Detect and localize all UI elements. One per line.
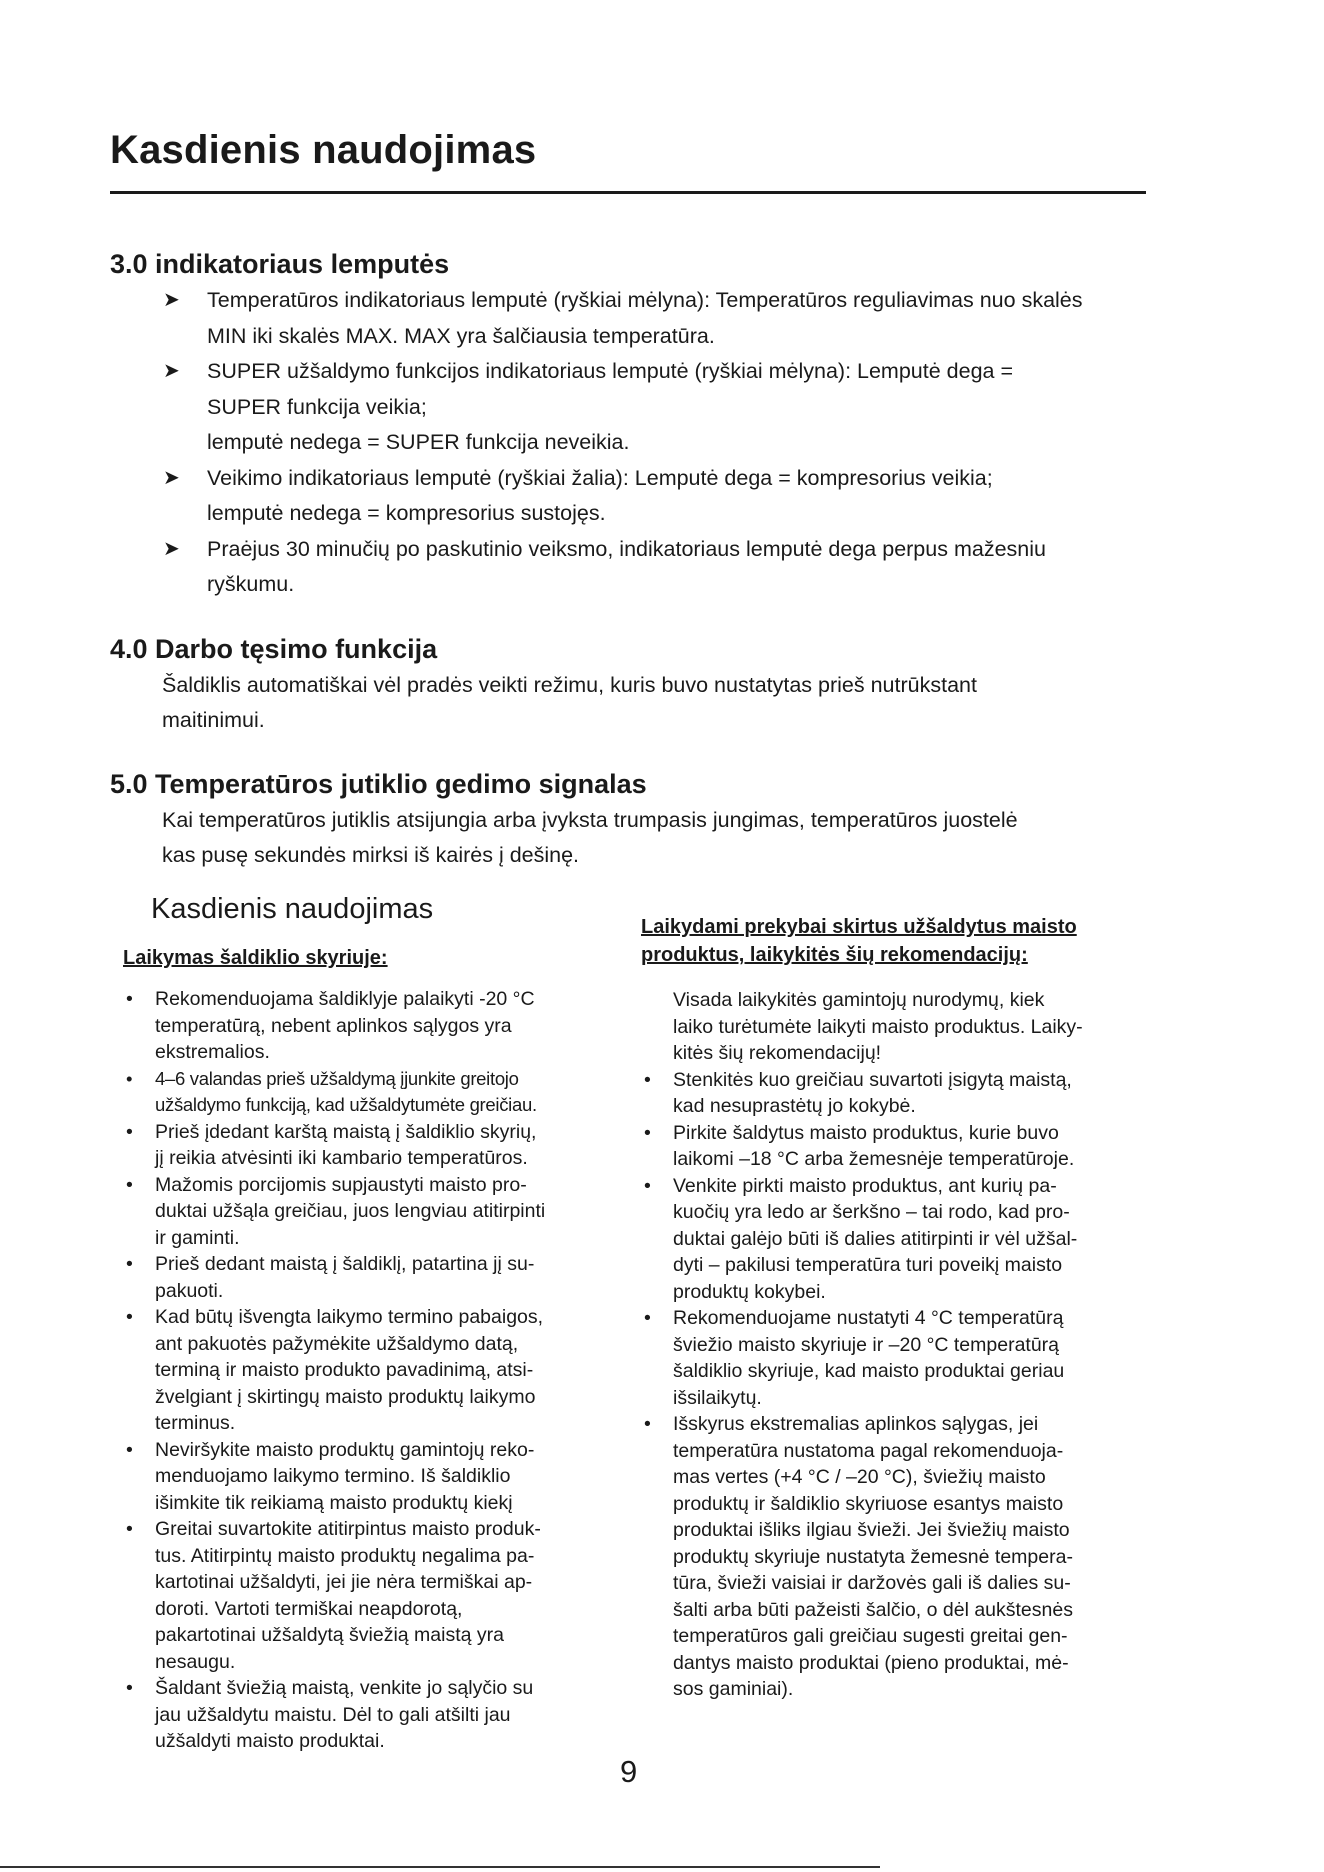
bottom-divider xyxy=(0,1866,880,1868)
item-line: šviežio maisto skyriuje ir –20 °C temperatūrą xyxy=(673,1333,1060,1356)
item-line: MIN iki skalės MAX. MAX yra šalčiausia temperatūra. xyxy=(207,323,715,348)
list-item xyxy=(123,1304,623,1437)
paragraph-line: maitinimui. xyxy=(162,708,265,732)
list-item xyxy=(641,1067,1161,1120)
item-line: laikomi –18 °C arba žemesnėje temperatūroje. xyxy=(673,1148,1075,1170)
item-line: sos gaminiai). xyxy=(673,1678,794,1700)
item-line: Kad būtų išvengta laikymo termino pabaigos, xyxy=(155,1306,544,1328)
dot-bullet-icon: • xyxy=(126,1677,133,1699)
item-line: temperatūros gali greičiau sugesti greitai gen- xyxy=(673,1625,1068,1647)
item-line: produktai išliks ilgiau švieži. Jei šviežių maisto xyxy=(673,1519,1070,1541)
item-line: Temperatūros indikatoriaus lemputė (ryškiai mėlyna): Temperatūros reguliavimas nuo skalės xyxy=(207,288,1083,312)
paragraph-line: Šaldiklis automatiškai vėl pradės veikti režimu, kuris buvo nustatytas prieš nutrūkstant xyxy=(162,673,977,697)
item-line: nesaugu. xyxy=(155,1650,236,1673)
list-item xyxy=(123,1172,623,1252)
list-item xyxy=(641,1120,1161,1173)
item-line: SUPER užšaldymo funkcijos indikatoriaus lemputė (ryškiai mėlyna): Lemputė dega = xyxy=(207,359,1014,383)
item-line: žvelgiant į skirtingų maisto produktų laikymo xyxy=(155,1385,536,1408)
item-line: ir gaminti. xyxy=(155,1226,240,1249)
item-line: produktų kokybei. xyxy=(673,1280,826,1303)
right-column xyxy=(641,913,1161,1703)
dot-bullet-icon: • xyxy=(644,1174,651,1197)
indicator-list xyxy=(110,283,1150,603)
item-line: Rekomenduojame nustatyti 4 °C temperatūrą xyxy=(673,1307,1064,1329)
item-line: doroti. Vartoti termiškai neapdorotą, xyxy=(155,1597,463,1620)
heading-line: Laikydami prekybai skirtus užšaldytus maisto xyxy=(641,916,1077,938)
list-item xyxy=(123,986,623,1066)
item-line: kuočių yra ledo ar šerkšno – tai rodo, kad pro- xyxy=(673,1201,1070,1223)
column-heading xyxy=(641,913,1161,969)
item-line: duktai užšąla greičiau, juos lengviau atitirpinti xyxy=(155,1200,546,1222)
item-line: duktai galėjo būti iš dalies atitirpinti ir vėl užšal- xyxy=(673,1227,1078,1250)
dot-bullet-icon: • xyxy=(126,1173,133,1196)
item-line: ant pakuotės pažymėkite užšaldymo datą, xyxy=(155,1332,519,1355)
list-item xyxy=(163,283,1150,354)
item-line: Mažomis porcijomis supjaustyti maisto pro- xyxy=(155,1173,527,1196)
list-item xyxy=(123,1119,623,1172)
list-item xyxy=(163,354,1150,461)
item-line: kartotinai užšaldyti, jei jie nėra termiškai ap- xyxy=(155,1571,533,1593)
item-line: šalti arba būti pažeisti šalčio, o dėl aukštesnės xyxy=(673,1598,1073,1621)
section-sensor-fault-signal xyxy=(110,767,1150,873)
heading-line: Laikymas šaldiklio skyriuje: xyxy=(123,947,388,969)
item-line: Išskyrus ekstremalias aplinkos sąlygas, jei xyxy=(673,1413,1039,1435)
item-line: užšaldyti maisto produktai. xyxy=(155,1730,385,1752)
item-line: tūra, švieži vaisiai ir daržovės gali iš dalies su- xyxy=(673,1572,1071,1594)
left-column xyxy=(123,944,623,1755)
item-line: menduojamo laikymo termino. Iš šaldiklio xyxy=(155,1465,511,1487)
item-line: laiko turėtumėte laikyti maisto produktus. Laiky- xyxy=(673,1015,1083,1038)
section-heading: 4.0 Darbo tęsimo funkcija xyxy=(110,634,438,664)
item-line: lemputė nedega = SUPER funkcija neveikia. xyxy=(207,430,630,454)
item-line: ekstremalios. xyxy=(155,1041,270,1063)
list-item xyxy=(641,1411,1161,1703)
section-paragraph xyxy=(110,803,1150,873)
list-item xyxy=(123,1675,623,1755)
list-item xyxy=(163,461,1150,532)
item-line: produktų ir šaldiklio skyriuose esantys maisto xyxy=(673,1492,1064,1515)
item-line: ryškumu. xyxy=(207,572,295,596)
item-line: jį reikia atvėsinti iki kambario temperatūros. xyxy=(155,1147,528,1169)
item-line: užšaldymo funkciją, kad užšaldytumėte greičiau. xyxy=(155,1094,537,1115)
item-line: SUPER funkcija veikia; xyxy=(207,394,427,419)
dot-bullet-icon: • xyxy=(644,1413,651,1435)
item-line: šaldiklio skyriuje, kad maisto produktai geriau xyxy=(673,1360,1065,1382)
list-item xyxy=(123,1066,623,1119)
item-line: Neviršykite maisto produktų gamintojų reko- xyxy=(155,1438,535,1461)
item-line: Stenkitės kuo greičiau suvartoti įsigytą maistą, xyxy=(673,1068,1072,1091)
item-line: Rekomenduojama šaldiklyje palaikyti -20 °C xyxy=(155,988,535,1010)
item-line: terminą ir maisto produkto pavadinimą, atsi- xyxy=(155,1359,534,1381)
page-title: Kasdienis naudojimas xyxy=(110,128,537,172)
item-line: pakartotinai užšaldytą šviežią maistą yra xyxy=(155,1624,504,1646)
item-line: produktų skyriuje nustatyta žemesnė tempera- xyxy=(673,1545,1073,1568)
dot-bullet-icon: • xyxy=(126,1067,133,1089)
arrowhead-bullet-icon: ➤ xyxy=(163,466,180,489)
item-line: Praėjus 30 minučių po paskutinio veiksmo, indikatoriaus lemputė dega perpus mažesniu xyxy=(207,536,1046,561)
paragraph-line: Kai temperatūros jutiklis atsijungia arba įvyksta trumpasis jungimas, temperatūros juostelė xyxy=(162,808,1018,832)
item-line: tus. Atitirpintų maisto produktų negalima pa- xyxy=(155,1544,535,1567)
item-line: Prieš įdedant karštą maistą į šaldiklio skyrių, xyxy=(155,1120,537,1143)
dot-bullet-icon: • xyxy=(126,988,133,1010)
item-line: mas vertes (+4 °C / –20 °C), šviežių maisto xyxy=(673,1466,1046,1488)
dot-bullet-icon: • xyxy=(644,1307,651,1329)
intro-paragraph xyxy=(641,987,1161,1067)
list-item xyxy=(123,1251,623,1304)
item-line: Veikimo indikatoriaus lemputė (ryškiai žalia): Lemputė dega = kompresorius veikia; xyxy=(207,465,993,490)
item-line: dantys maisto produktai (pieno produktai, mė- xyxy=(673,1651,1069,1674)
item-line: Prieš dedant maistą į šaldiklį, patartina jį su- xyxy=(155,1253,535,1275)
list-item xyxy=(641,1305,1161,1411)
list-item xyxy=(123,1516,623,1675)
section-heading: 5.0 Temperatūros jutiklio gedimo signalas xyxy=(110,769,647,799)
item-line: Šaldant šviežią maistą, venkite jo sąlyčio su xyxy=(155,1677,534,1699)
section-heading: 3.0 indikatoriaus lemputės xyxy=(110,249,450,279)
item-line: jau užšaldytu maistu. Dėl to gali atšilti jau xyxy=(155,1703,511,1726)
dot-bullet-icon: • xyxy=(644,1121,651,1144)
arrowhead-bullet-icon: ➤ xyxy=(163,537,180,560)
item-line: terminus. xyxy=(155,1412,236,1434)
list-item xyxy=(123,1437,623,1517)
dot-bullet-icon: • xyxy=(644,1068,651,1091)
item-line: išimkite tik reikiamą maisto produktų kiekį xyxy=(155,1491,513,1514)
arrowhead-bullet-icon: ➤ xyxy=(163,360,180,382)
dot-bullet-icon: • xyxy=(126,1438,133,1461)
arrowhead-bullet-icon: ➤ xyxy=(163,289,180,311)
item-line: Visada laikykitės gamintojų nurodymų, kiek xyxy=(673,989,1045,1011)
section-paragraph xyxy=(110,668,1150,738)
item-line: temperatūrą, nebent aplinkos sąlygos yra xyxy=(155,1014,512,1037)
item-line: išsilaikytų. xyxy=(673,1386,762,1409)
page-number: 9 xyxy=(620,1754,638,1789)
paragraph-line: kas pusę sekundės mirksi iš kairės į dešinę. xyxy=(162,843,580,867)
item-line: Greitai suvartokite atitirpintus maisto produk- xyxy=(155,1518,541,1540)
item-line: temperatūra nustatoma pagal rekomenduoja- xyxy=(673,1439,1064,1462)
heading-line: produktus, laikykitės šių rekomendacijų: xyxy=(641,944,1028,966)
column-subtitle: Kasdienis naudojimas xyxy=(151,893,434,925)
column-heading xyxy=(123,944,623,972)
list-item xyxy=(641,1173,1161,1306)
dot-bullet-icon: • xyxy=(126,1518,133,1540)
title-divider xyxy=(110,191,1146,194)
item-line: pakuoti. xyxy=(155,1279,224,1302)
item-line: Pirkite šaldytus maisto produktus, kurie buvo xyxy=(673,1121,1059,1144)
section-resume-function xyxy=(110,632,1150,738)
item-line: 4–6 valandas prieš užšaldymą įjunkite greitojo xyxy=(155,1067,519,1089)
storage-tips-list xyxy=(123,986,623,1755)
item-line: Venkite pirkti maisto produktus, ant kurių pa- xyxy=(673,1174,1057,1197)
item-line: kitės šių rekomendacijų! xyxy=(673,1042,882,1064)
list-item xyxy=(163,532,1150,603)
dot-bullet-icon: • xyxy=(126,1120,133,1143)
item-line: kad nesuprastėtų jo kokybė. xyxy=(673,1095,916,1117)
frozen-food-tips-list xyxy=(641,987,1161,1703)
item-line: lemputė nedega = kompresorius sustojęs. xyxy=(207,501,606,525)
section-indicator-lights xyxy=(110,247,1150,603)
dot-bullet-icon: • xyxy=(126,1253,133,1275)
dot-bullet-icon: • xyxy=(126,1306,133,1328)
item-line: dyti – pakilusi temperatūra turi poveikį maisto xyxy=(673,1254,1063,1276)
